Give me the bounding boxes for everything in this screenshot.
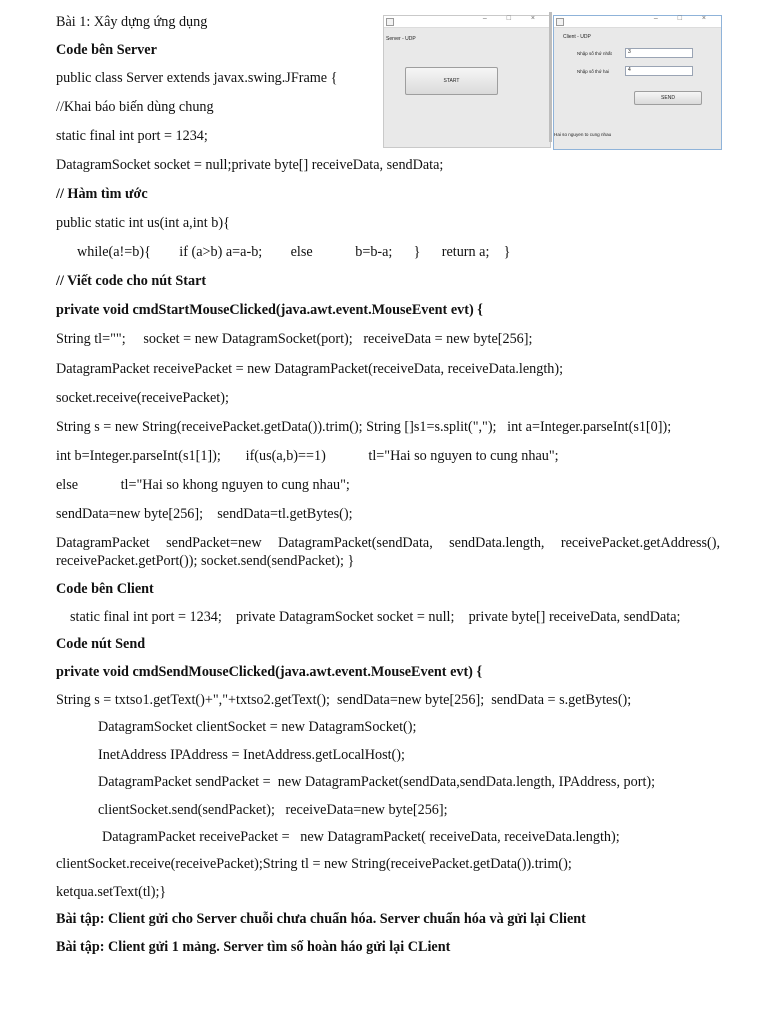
client-window-title: Client - UDP — [563, 34, 591, 40]
code-line: sendData=new byte[256]; sendData=tl.getBytes(); — [56, 506, 353, 522]
java-app-icon — [386, 18, 394, 26]
window-controls[interactable]: – □ × — [653, 15, 715, 22]
code-line: socket.receive(receivePacket); — [56, 390, 229, 406]
code-line: DatagramPacket receivePacket = new DatagramPacket(receiveData, receiveData.length); — [56, 361, 564, 377]
client-window — [553, 15, 722, 150]
second-number-input[interactable]: 4 — [625, 66, 693, 76]
java-app-icon — [556, 18, 564, 26]
send-button[interactable]: SEND — [634, 91, 702, 105]
code-line: ketqua.setText(tl);} — [56, 884, 167, 900]
code-line: String s = txtso1.getText()+","+txtso2.getText(); sendData=new byte[256]; sendData = s.getBytes(); — [56, 692, 632, 708]
send-code-heading: Code nút Send — [56, 636, 146, 652]
first-number-input[interactable]: 3 — [625, 48, 693, 58]
exercise-title: Bài 1: Xây dựng ứng dụng — [56, 14, 208, 30]
server-window — [383, 15, 551, 148]
code-line: DatagramSocket clientSocket = new DatagramSocket(); — [98, 719, 417, 735]
code-line: DatagramPacket sendPacket=new DatagramPacket(sendData, sendData.length, receivePacket.getAddress(), receivePacket.getPort()); socket.send(sendPacket); } — [56, 535, 720, 569]
code-comment-heading: // Hàm tìm ước — [56, 186, 148, 202]
code-line: String s = new String(receivePacket.getData()).trim(); String []s1=s.split(","); int a=Integer.parseInt(s1[0]); — [56, 419, 672, 435]
code-line: String tl=""; socket = new DatagramSocket(port); receiveData = new byte[256]; — [56, 331, 533, 347]
client-titlebar — [554, 16, 721, 28]
code-line: public class Server extends javax.swing.JFrame { — [56, 70, 338, 86]
code-line: DatagramSocket socket = null;private byte[] receiveData, sendData; — [56, 157, 444, 173]
code-line: DatagramPacket receivePacket = new DatagramPacket( receiveData, receiveData.length); — [102, 829, 620, 845]
second-number-label: Nhập số thứ hai — [577, 69, 610, 74]
server-window-title: Server - UDP — [386, 36, 416, 42]
method-signature: private void cmdSendMouseClicked(java.awt.event.MouseEvent evt) { — [56, 664, 483, 680]
code-comment: //Khai báo biến dùng chung — [56, 99, 214, 115]
server-titlebar — [384, 16, 550, 28]
first-number-label: Nhập số thứ nhất — [577, 51, 612, 56]
exercise-task: Bài tập: Client gửi cho Server chuỗi chưa chuẩn hóa. Server chuẩn hóa và gửi lại Client — [56, 911, 586, 927]
result-label: Hai so nguyen to cung nhau — [554, 132, 612, 137]
server-code-heading: Code bên Server — [56, 42, 157, 58]
code-line: int b=Integer.parseInt(s1[1]); if(us(a,b)==1) tl="Hai so nguyen to cung nhau"; — [56, 448, 559, 464]
method-signature: private void cmdStartMouseClicked(java.awt.event.MouseEvent evt) { — [56, 302, 483, 318]
code-comment-heading: // Viết code cho nút Start — [56, 273, 207, 289]
code-line: clientSocket.send(sendPacket); receiveData=new byte[256]; — [98, 802, 448, 818]
code-line: static final int port = 1234; private DatagramSocket socket = null; private byte[] receiveData, sendData; — [70, 609, 681, 625]
window-controls[interactable]: – □ × — [482, 15, 544, 22]
exercise-task: Bài tập: Client gửi 1 mảng. Server tìm số hoàn háo gửi lại CLient — [56, 939, 451, 955]
code-line: while(a!=b){ if (a>b) a=a-b; else b=b-a; } return a; } — [77, 244, 511, 260]
client-code-heading: Code bên Client — [56, 581, 154, 597]
code-line: InetAddress IPAddress = InetAddress.getLocalHost(); — [98, 747, 405, 763]
start-button[interactable]: START — [405, 67, 498, 95]
divider — [549, 12, 552, 142]
code-line: static final int port = 1234; — [56, 128, 208, 144]
code-line: else tl="Hai so khong nguyen to cung nhau"; — [56, 477, 350, 493]
code-line: DatagramPacket sendPacket = new DatagramPacket(sendData,sendData.length, IPAddress, port); — [98, 774, 656, 790]
code-line: public static int us(int a,int b){ — [56, 215, 230, 231]
code-line: clientSocket.receive(receivePacket);String tl = new String(receivePacket.getData()).trim(); — [56, 856, 572, 872]
